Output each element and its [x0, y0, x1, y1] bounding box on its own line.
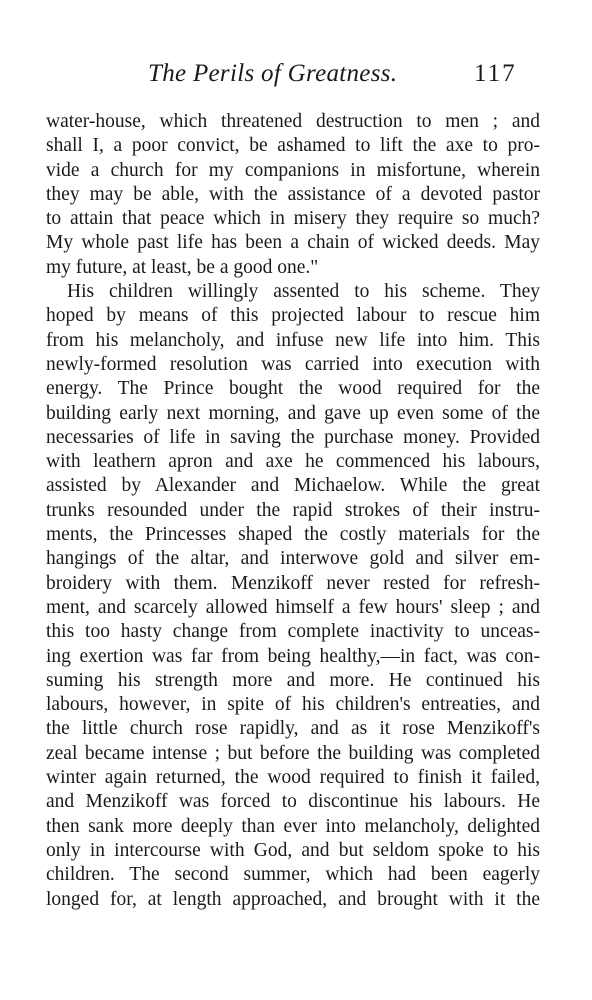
text-line: my future, at least, be a good one." [46, 256, 319, 278]
text-line: vide a church for my companions in misfortune, wherein [46, 159, 540, 181]
text-line: only in intercourse with God, and but seldom spoke to his [46, 839, 540, 861]
text-line: ing exertion was far from being healthy,—in fact, was con- [46, 645, 540, 667]
text-line: this too hasty change from complete inactivity to unceas- [46, 621, 540, 643]
text-line: children. The second summer, which had been eagerly [46, 864, 540, 886]
text-line: ment, and scarcely allowed himself a few hours' sleep ; and [46, 596, 540, 618]
text-line: energy. The Prince bought the wood required for the [46, 378, 540, 400]
body-text [46, 110, 540, 912]
text-line: My whole past life has been a chain of wicked deeds. May [46, 232, 540, 254]
text-line: winter again returned, the wood required to finish it failed, [46, 767, 540, 789]
text-line: water-house, which threatened destruction to men ; and [46, 111, 540, 132]
text-line: with leathern apron and axe he commenced his labours, [46, 451, 540, 473]
text-line: and Menzikoff was forced to discontinue his labours. He [46, 791, 540, 813]
text-line: then sank more deeply than ever into melancholy, delighted [46, 815, 540, 837]
text-line: hangings of the altar, and interwove gold and silver em- [46, 548, 540, 570]
text-line: ments, the Princesses shaped the costly materials for the [46, 524, 540, 546]
running-title: The Perils of Greatness. [148, 60, 398, 87]
text-line: they may be able, with the assistance of a devoted pastor [46, 183, 540, 205]
text-line: suming his strength more and more. He continued his [46, 669, 540, 691]
text-line: building early next morning, and gave up even some of the [46, 402, 540, 424]
text-line: shall I, a poor convict, be ashamed to lift the axe to pro- [46, 135, 540, 157]
text-line: trunks resounded under the rapid strokes of their instru- [46, 499, 540, 521]
running-head [0, 58, 592, 92]
text-line: His children willingly assented to his scheme. They [67, 281, 540, 303]
text-line: necessaries of life in saving the purchase money. Provided [46, 426, 540, 448]
text-line: hoped by means of this projected labour to rescue him [46, 305, 540, 327]
page-number: 117 [474, 60, 517, 87]
text-line: newly-formed resolution was carried into execution with [46, 353, 540, 375]
text-line: longed for, at length approached, and brought with it the [46, 888, 540, 910]
text-line: to attain that peace which in misery they require so much? [46, 208, 540, 230]
text-line: labours, however, in spite of his children's entreaties, and [46, 694, 540, 716]
text-line: assisted by Alexander and Michaelow. While the great [46, 475, 540, 497]
text-line: broidery with them. Menzikoff never rested for refresh- [46, 572, 540, 594]
text-line: zeal became intense ; but before the building was completed [46, 742, 540, 764]
text-line: the little church rose rapidly, and as it rose Menzikoff's [46, 718, 540, 740]
text-line: from his melancholy, and infuse new life into him. This [46, 329, 540, 351]
